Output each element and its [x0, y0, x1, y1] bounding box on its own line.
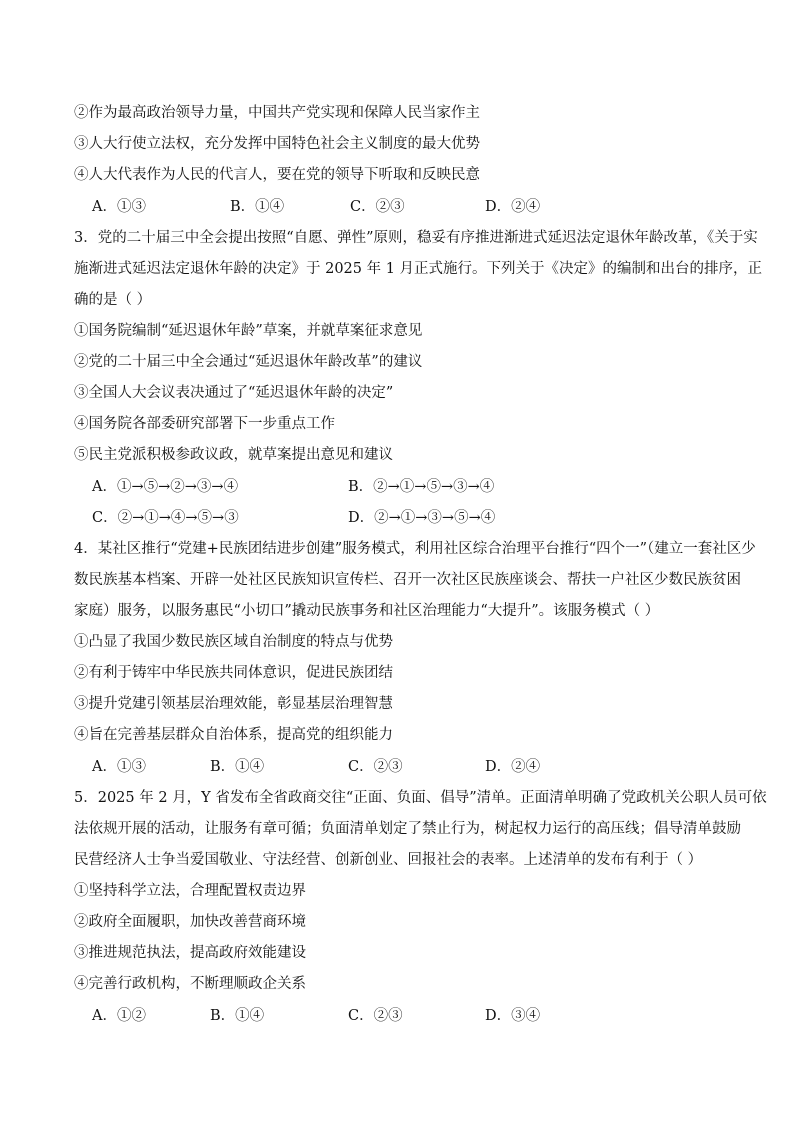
question-3-stem-line-3: 确的是（ ）: [74, 292, 152, 308]
answer-option-d: D．③④: [485, 1008, 541, 1024]
answer-option-d: D．②④: [485, 759, 541, 775]
answer-option-b: B．①④: [210, 759, 265, 775]
answer-option-c: C．②③: [348, 759, 403, 775]
question-4-stem-line-1: 4．某社区推行“党建+民族团结进步创建”服务模式，利用社区综合治理平台推行“四个一”（建立一套社区少: [74, 541, 756, 557]
question-5-statement-3: ③推进规范执法，提高政府效能建设: [74, 945, 306, 961]
answer-option-b: B．②→①→⑤→③→④: [348, 479, 495, 495]
question-4-statement-2: ②有利于铸牢中华民族共同体意识，促进民族团结: [74, 665, 393, 681]
question-4-stem-line-2: 数民族基本档案、开辟一处社区民族知识宣传栏、召开一次社区民族座谈会、帮扶一户社区少数民族贫困: [74, 572, 741, 588]
question-3-statement-3: ③全国人大会议表决通过了“延迟退休年龄的决定”: [74, 385, 394, 401]
answer-option-b: B．①④: [230, 199, 285, 215]
question-4-statement-3: ③提升党建引领基层治理效能，彰显基层治理智慧: [74, 696, 393, 712]
question-5-stem-line-3: 民营经济人士争当爱国敬业、守法经营、创新创业、回报社会的表率。上述清单的发布有利于（ ）: [74, 852, 703, 868]
question-4-statement-1: ①凸显了我国少数民族区域自治制度的特点与优势: [74, 634, 393, 650]
question-4-statement-4: ④旨在完善基层群众自治体系，提高党的组织能力: [74, 727, 393, 743]
answer-option-a: A．①③: [92, 759, 146, 775]
question-5-statement-2: ②政府全面履职，加快改善营商环境: [74, 914, 306, 930]
question-3-statement-1: ①国务院编制“延迟退休年龄”草案，并就草案征求意见: [74, 323, 423, 339]
answer-option-d: D．②→①→③→⑤→④: [348, 510, 496, 526]
option-statement-3: ③人大行使立法权，充分发挥中国特色社会主义制度的最大优势: [74, 136, 480, 152]
question-5-statement-1: ①坚持科学立法，合理配置权责边界: [74, 883, 306, 899]
question-5-stem-line-1: 5．2025 年 2 月，Y 省发布全省政商交往“正面、负面、倡导”清单。正面清单明确了党政机关公职人员可依: [74, 790, 767, 806]
question-3-statement-5: ⑤民主党派积极参政议政，就草案提出意见和建议: [74, 447, 393, 463]
answer-option-c: C．②③: [350, 199, 405, 215]
answer-option-a: A．①→⑤→②→③→④: [92, 479, 239, 495]
answer-option-c: C．②→①→④→⑤→③: [92, 510, 239, 526]
question-3-stem-line-1: 3．党的二十届三中全会提出按照“自愿、弹性”原则，稳妥有序推进渐进式延迟法定退休年龄改革，《关于实: [74, 230, 758, 246]
answer-option-a: A．①③: [92, 199, 146, 215]
question-3-statement-2: ②党的二十届三中全会通过“延迟退休年龄改革”的建议: [74, 354, 423, 370]
option-statement-4: ④人大代表作为人民的代言人，要在党的领导下听取和反映民意: [74, 167, 480, 183]
question-4-stem-line-3: 家庭）服务，以服务惠民“小切口”撬动民族事务和社区治理能力“大提升”。该服务模式（ ）: [74, 603, 660, 619]
question-5-statement-4: ④完善行政机构，不断理顺政企关系: [74, 976, 306, 992]
question-3-statement-4: ④国务院各部委研究部署下一步重点工作: [74, 416, 335, 432]
answer-option-c: C．②③: [348, 1008, 403, 1024]
answer-option-b: B．①④: [210, 1008, 265, 1024]
answer-option-d: D．②④: [485, 199, 541, 215]
question-3-stem-line-2: 施渐进式延迟法定退休年龄的决定》于 2025 年 1 月正式施行。下列关于《决定》的编制和出台的排序，正: [74, 261, 763, 277]
question-5-stem-line-2: 法依规开展的活动，让服务有章可循；负面清单划定了禁止行为，树起权力运行的高压线；倡导清单鼓励: [74, 821, 741, 837]
option-statement-2: ②作为最高政治领导力量，中国共产党实现和保障人民当家作主: [74, 105, 480, 121]
answer-option-a: A．①②: [92, 1008, 146, 1024]
